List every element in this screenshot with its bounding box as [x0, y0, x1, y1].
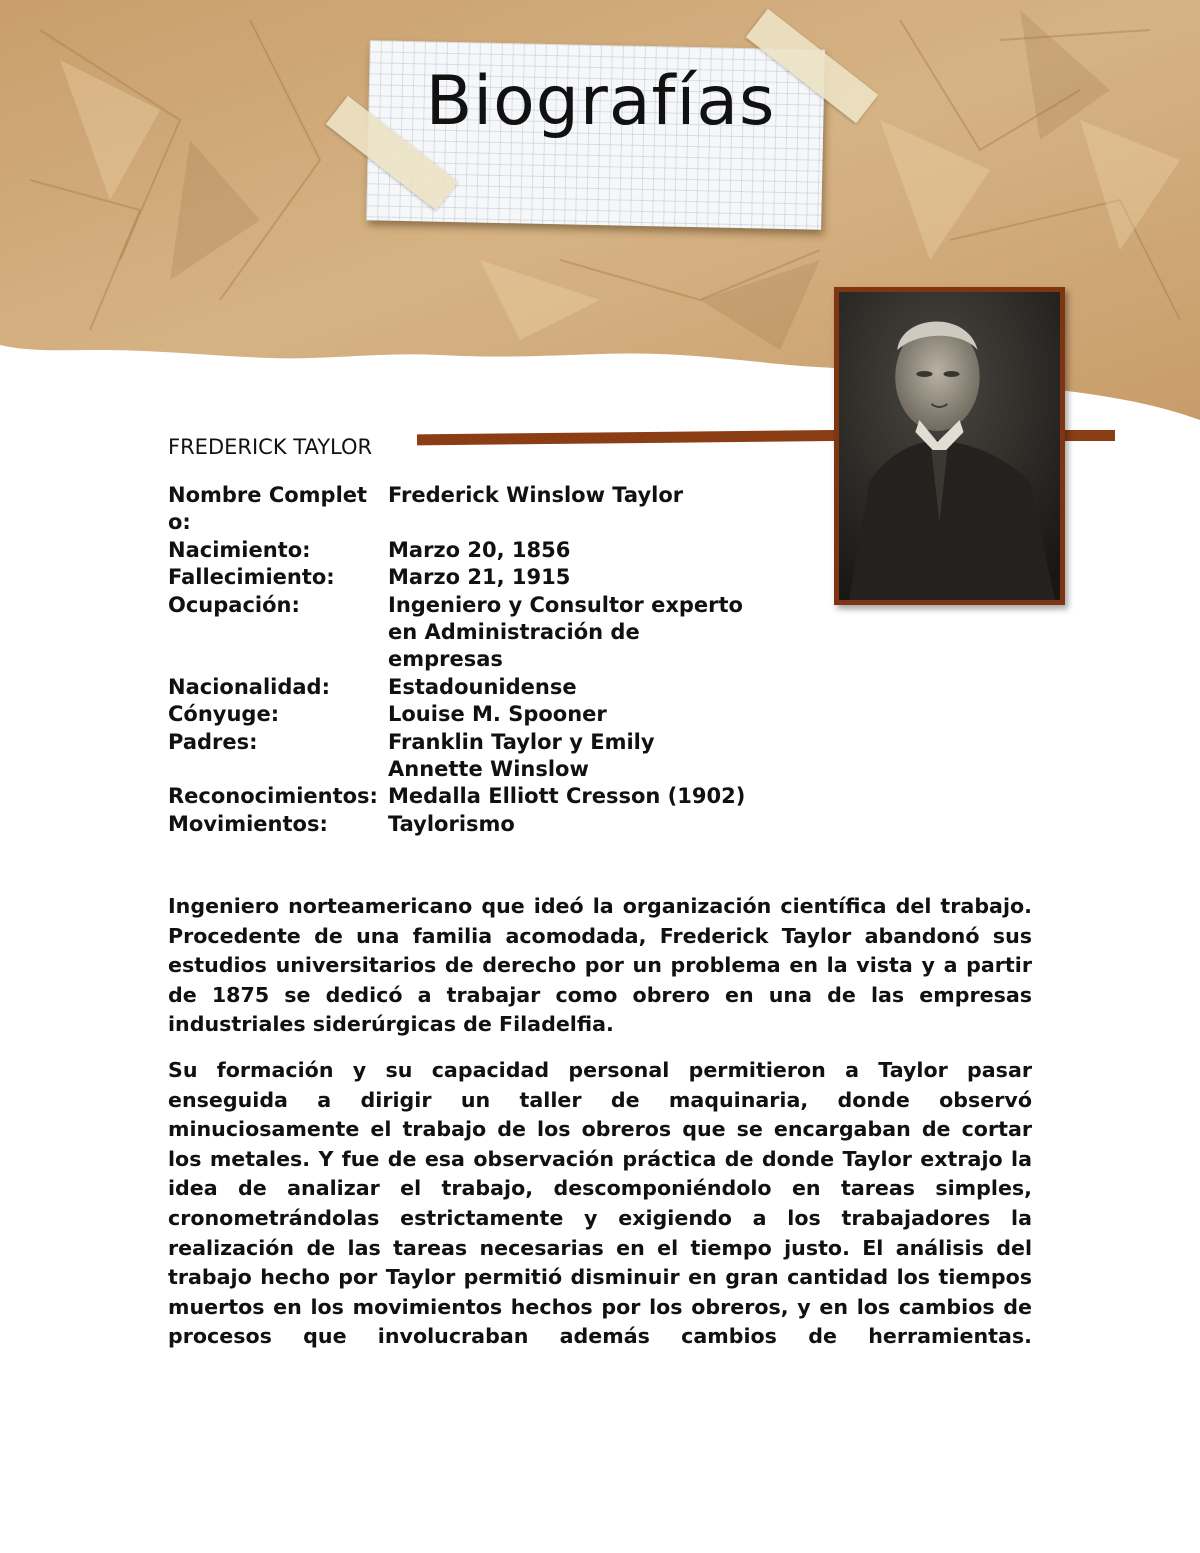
portrait-photo [834, 287, 1065, 605]
person-heading: FREDERICK TAYLOR [168, 435, 373, 459]
fact-label: Fallecimiento: [168, 565, 335, 590]
fact-value: Ingeniero y Consultor experto en Administración de empresas [388, 592, 743, 672]
fact-row-birth [168, 537, 768, 564]
fact-row-spouse [168, 701, 768, 728]
fact-row-awards [168, 783, 768, 810]
fact-value: Louise M. Spooner [388, 702, 607, 727]
fact-label: Nombre Completo: [168, 483, 368, 535]
fact-row-occupation [168, 592, 768, 674]
fact-label: Movimientos: [168, 811, 328, 836]
fact-value: Medalla Elliott Cresson (1902) [388, 784, 746, 809]
fact-row-name [168, 482, 768, 537]
page-title: Biografías [425, 62, 776, 141]
fact-row-death [168, 564, 768, 591]
fact-value: Frederick Winslow Taylor [388, 483, 684, 507]
fact-row-parents [168, 729, 768, 784]
biography-paragraph: Su formación y su capacidad personal permitieron a Taylor pasar enseguida a dirigir un taller de maquinaria, donde observó minuciosamente el trabajo de los obreros que se encargaban de cortar los metales. Y fue de esa observación práctica de donde Taylor extrajo la idea de analizar el trabajo, descomponiéndolo en tareas simples, cronometrándolas estrictamente y exigiendo a los trabajadores la realización de las tareas necesarias en el tiempo justo. El análisis del trabajo hecho por Taylor permitió disminuir en gran cantidad los tiempos muertos en los movimientos hechos por los obreros, y en los cambios de procesos que involucraban además cambios de herramientas. [168, 1057, 1032, 1349]
fact-label: Ocupación: [168, 592, 300, 617]
facts-table [168, 482, 768, 838]
fact-value: Taylorismo [388, 811, 515, 836]
accent-bar-right [1062, 430, 1115, 441]
fact-label: Nacimiento: [168, 537, 311, 562]
fact-value: Marzo 21, 1915 [388, 565, 571, 590]
fact-row-nationality [168, 674, 768, 701]
fact-label: Nacionalidad: [168, 674, 330, 699]
fact-label: Cónyuge: [168, 702, 280, 727]
biography-paragraph: Ingeniero norteamericano que ideó la organización científica del trabajo. Procedente de una familia acomodada, Frederick Taylor abandonó sus estudios universitarios de derecho por un problema en la vista y a partir de 1875 se dedicó a trabajar como obrero en una de las empresas industriales siderúrgicas de Filadelfia. [168, 894, 1032, 1037]
fact-value: Marzo 20, 1856 [388, 537, 571, 562]
biography-text [168, 892, 1032, 1368]
fact-row-movements [168, 811, 768, 838]
fact-label: Padres: [168, 729, 258, 754]
portrait-image-icon [839, 292, 1060, 600]
accent-bar-left [417, 430, 867, 446]
fact-label: Reconocimientos: [168, 784, 378, 809]
fact-value: Franklin Taylor y Emily Annette Winslow [388, 729, 655, 782]
fact-value: Estadounidense [388, 674, 577, 699]
